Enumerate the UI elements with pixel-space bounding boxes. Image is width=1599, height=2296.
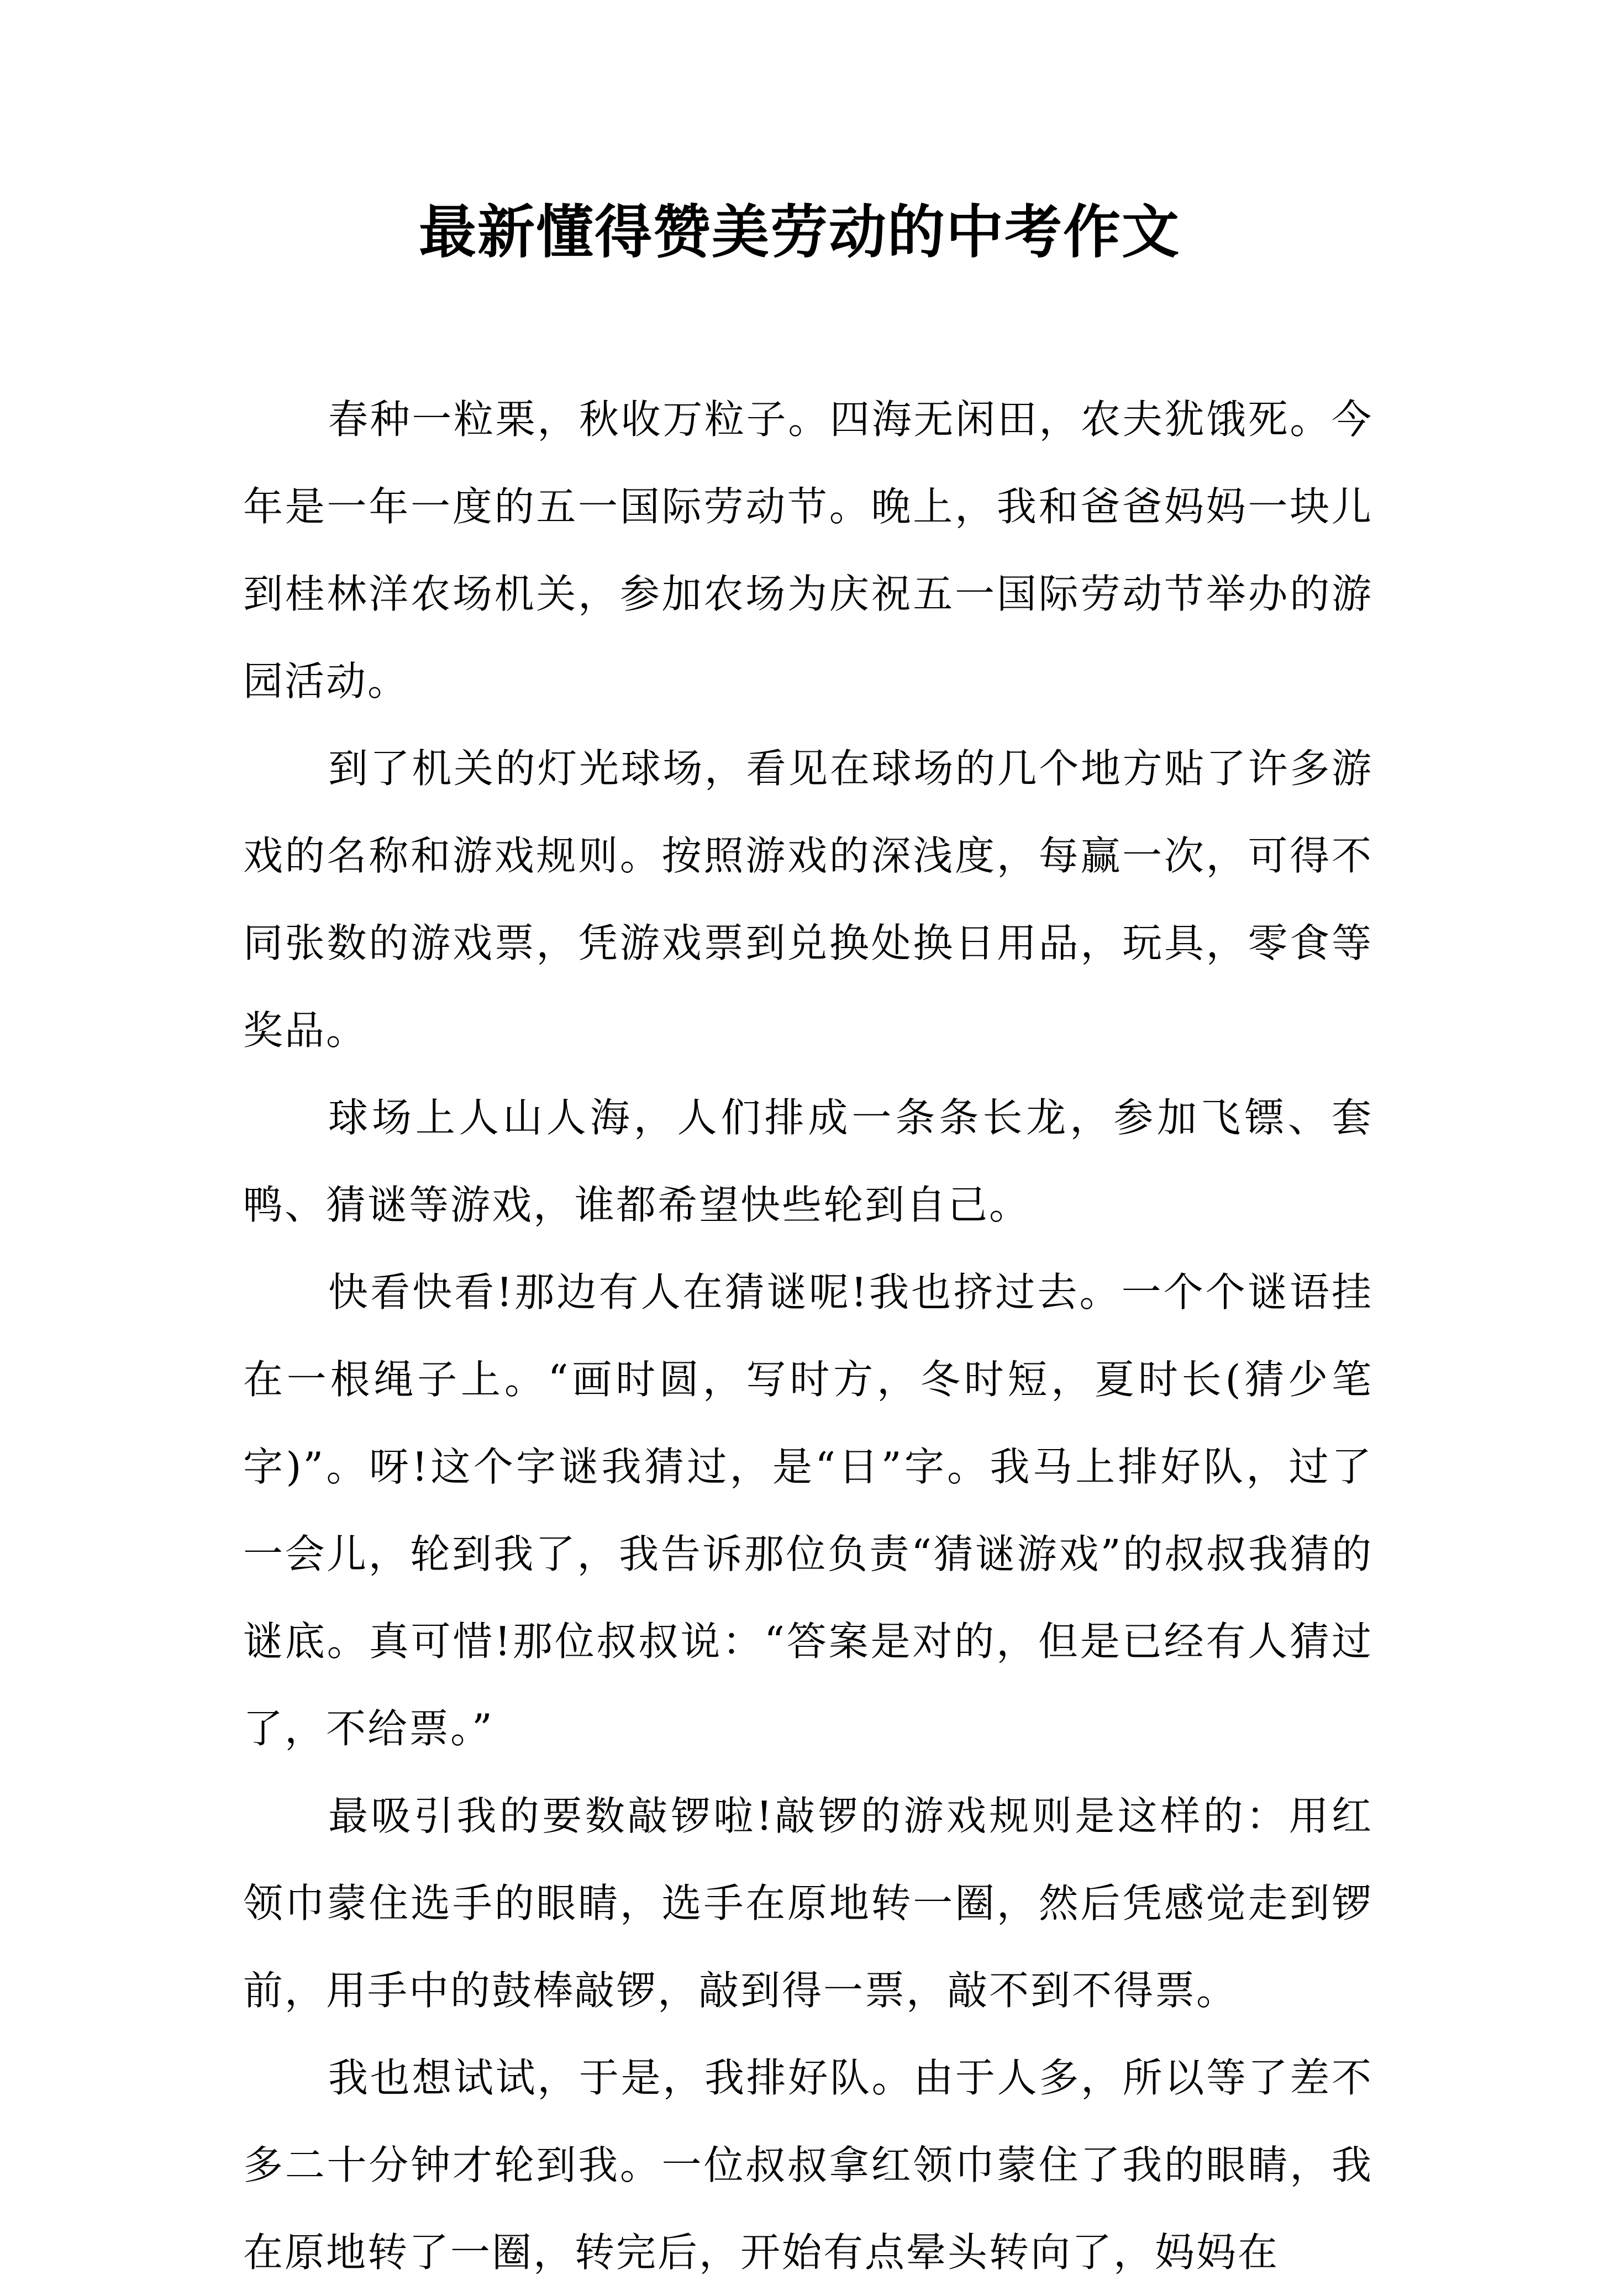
paragraph-1: 春种一粒栗，秋收万粒子。四海无闲田，农夫犹饿死。今年是一年一度的五一国际劳动节。晚上，我和爸爸妈妈一块儿到桂林洋农场机关，参加农场为庆祝五一国际劳动节举办的游园活动。: [243, 396, 1373, 704]
paragraph-5: 最吸引我的要数敲锣啦!敲锣的游戏规则是这样的：用红领巾蒙住选手的眼睛，选手在原地转一圈，然后凭感觉走到锣前，用手中的鼓棒敲锣，敲到得一票，敲不到不得票。: [243, 1793, 1373, 2014]
document-body: [243, 376, 1373, 2296]
paragraph-3: 球场上人山人海，人们排成一条条长龙，参加飞镖、套鸭、猜谜等游戏，谁都希望快些轮到自己。: [243, 1094, 1373, 1228]
document-title: 最新懂得赞美劳动的中考作文: [418, 198, 1180, 266]
paragraph-6: 我也想试试，于是，我排好队。由于人多，所以等了差不多二十分钟才轮到我。一位叔叔拿红领巾蒙住了我的眼睛，我在原地转了一圈，转完后，开始有点晕头转向了，妈妈在: [243, 2055, 1373, 2276]
paragraph-4: 快看快看!那边有人在猜谜呢!我也挤过去。一个个谜语挂在一根绳子上。“画时圆，写时方，冬时短，夏时长(猜少笔字)”。呀!这个字谜我猜过，是“日”字。我马上排好队，过了一会儿，轮到我了，我告诉那位负责“猜谜游戏”的叔叔我猜的谜底。真可惜!那位叔叔说：“答案是对的，但是已经有人猜过了，不给票。”: [243, 1269, 1373, 1752]
paragraph-2: 到了机关的灯光球场，看见在球场的几个地方贴了许多游戏的名称和游戏规则。按照游戏的深浅度，每赢一次，可得不同张数的游戏票，凭游戏票到兑换处换日用品，玩具，零食等奖品。: [243, 745, 1373, 1054]
